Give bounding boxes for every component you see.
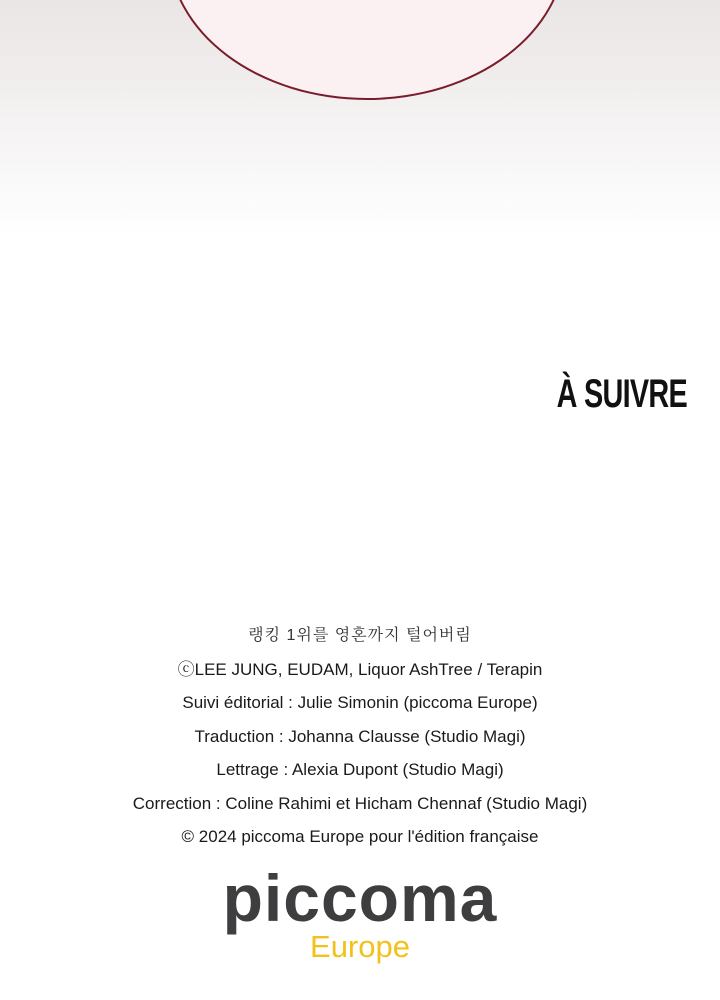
credit-korean-title: 랭킹 1위를 영혼까지 털어버림 <box>248 627 472 644</box>
europe-wordmark: Europe <box>310 929 410 964</box>
credit-copyright-authors: ⓒLEE JUNG, EUDAM, Liquor AshTree / Terapin <box>177 659 543 679</box>
piccoma-wordmark: piccoma <box>222 861 498 935</box>
credit-edition: © 2024 piccoma Europe pour l'édition française <box>181 827 539 846</box>
credit-translation: Traduction : Johanna Clausse (Studio Magi) <box>194 726 526 746</box>
credits-block <box>0 622 720 857</box>
to-be-continued-caption: À SUIVRE <box>556 372 687 416</box>
credit-editorial: Suivi éditorial : Julie Simonin (piccoma Europe) <box>182 693 538 712</box>
piccoma-europe-logo <box>0 862 720 964</box>
credit-correction: Correction : Coline Rahimi et Hicham Chennaf (Studio Magi) <box>132 793 588 813</box>
credit-lettering: Lettrage : Alexia Dupont (Studio Magi) <box>216 760 504 779</box>
